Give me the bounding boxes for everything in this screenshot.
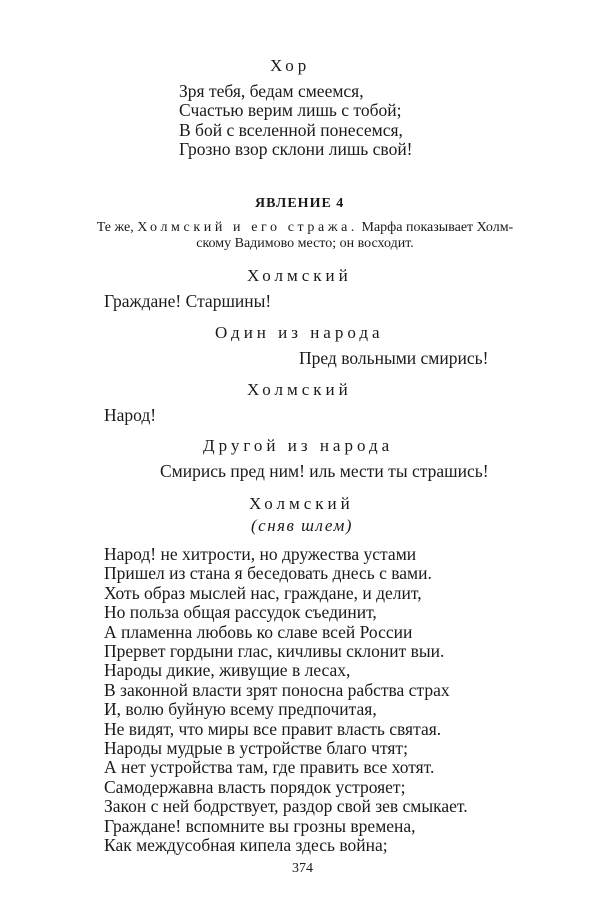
stage-direction-line-1 (55, 220, 555, 236)
speaker-kholmsky: Холмский (249, 494, 354, 513)
verse-line: Пришел из стана я беседовать днесь с вами. (104, 563, 432, 584)
verse-line: В законной власти зрят поносна рабства страх (104, 679, 450, 700)
speech-stage-direction: (сняв шлем) (251, 516, 353, 535)
verse-line: И, волю буйную всему предпочитая, (104, 699, 377, 720)
verse-line: А пламенна любовь ко славе всей России (104, 621, 413, 642)
stage-direction-characters: Холмский и его стража. (137, 220, 359, 235)
chorus-verse (179, 82, 413, 160)
verse-line: Как междусобная кипела здесь война; (104, 835, 388, 856)
speech-verse (104, 545, 468, 856)
stage-direction-prefix: Те же, (96, 220, 138, 235)
stage-direction-line-2: скому Вадимово место; он восходит. (196, 236, 414, 251)
verse-line: Граждане! вспомните вы грозны времена, (104, 815, 416, 836)
verse-line: Грозно взор склони лишь свой! (179, 139, 413, 160)
speaker-kholmsky: Холмский (247, 266, 352, 285)
speaker-kholmsky: Холмский (247, 380, 352, 399)
verse-line: Народы дикие, живущие в лесах, (104, 660, 351, 681)
stage-direction-rest: Марфа показывает Холм- (358, 220, 514, 235)
verse-line: Закон с ней бодрствует, раздор свой зев смыкает. (104, 796, 468, 817)
scene-title: ЯВЛЕНИЕ 4 (255, 196, 345, 211)
verse-line: Самодержавна власть порядок устрояет; (104, 776, 406, 797)
page-number: 374 (292, 861, 313, 876)
speaker-another-of-people: Другой из народа (203, 436, 394, 455)
speaker-chorus: Хор (270, 56, 311, 75)
dialogue-line: Народ! (104, 405, 157, 425)
verse-line: Но польза общая рассудок съединит, (104, 602, 377, 623)
verse-line: Не видят, что миры все правит власть святая. (104, 718, 442, 739)
verse-line: А нет устройства там, где править все хотят. (104, 757, 435, 778)
stage-direction (55, 220, 555, 252)
dialogue-line: Пред вольными смирись! (299, 348, 489, 368)
verse-line: Прервет гордыни глас, кичливы склонит выи. (104, 641, 445, 662)
verse-line: Народ! не хитрости, но дружества устами (104, 544, 417, 564)
verse-line: Хоть образ мыслей нас, граждане, и делит, (104, 582, 422, 603)
verse-line: Счастью верим лишь с тобой; (179, 100, 402, 121)
verse-line: Народы мудрые в устройстве благо чтят; (104, 738, 408, 759)
verse-line: В бой с вселенной понесемся, (179, 119, 403, 140)
speaker-one-of-people: Один из народа (215, 323, 384, 342)
verse-line: Зря тебя, бедам смеемся, (179, 81, 364, 101)
dialogue-line: Смирись пред ним! иль мести ты страшись! (160, 461, 489, 481)
dialogue-line: Граждане! Старшины! (104, 291, 272, 311)
